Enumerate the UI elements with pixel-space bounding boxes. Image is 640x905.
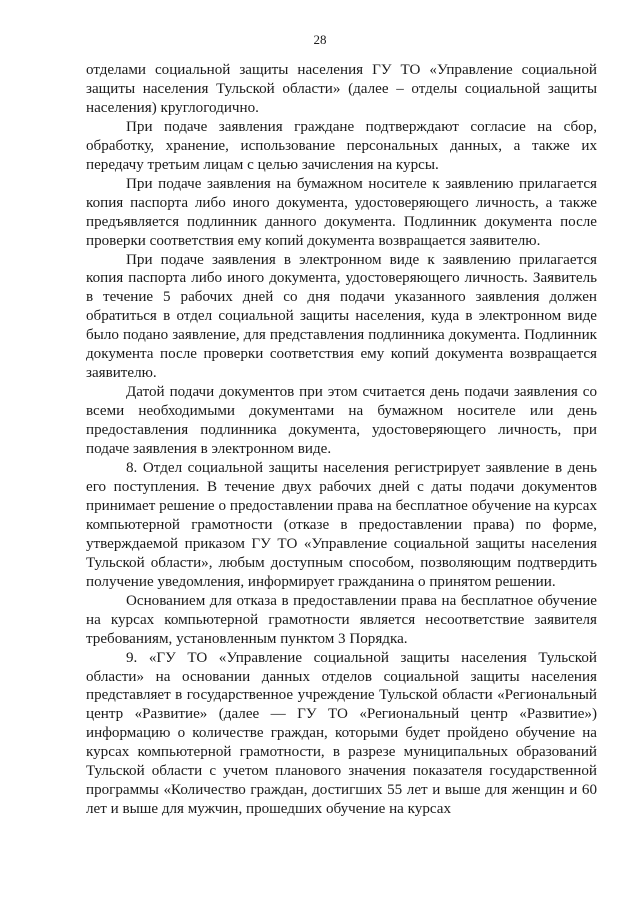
document-body: [86, 61, 597, 819]
page-number: 28: [313, 32, 327, 47]
paragraph-electronic-application: При подаче заявления в электронном виде к заявлению прилагается копия паспорта либо иного документа, удостоверяющего личность. Заявитель в течение 5 рабочих дней со дня подачи указанного заявления должен обратиться в отдел социальной защиты населения, куда в электронном виде было подано заявление, для представления подлинника документа. Подлинник документа после проверки соответствия ему копий документа возвращается заявителю.: [86, 251, 597, 382]
paragraph-item-8: 8. Отдел социальной защиты населения регистрирует заявление в день его поступления. В течение двух рабочих дней с даты подачи документов принимает решение о предоставлении права на бесплатное обучение на курсах компьютерной грамотности (отказе в предоставлении права) по форме, утверждаемой приказом ГУ ТО «Управление социальной защиты населения Тульской области», любым доступным способом, позволяющим подтвердить получение уведомления, информирует гражданина о принятом решении.: [86, 460, 597, 590]
paragraph-consent: При подаче заявления граждане подтверждают согласие на сбор, обработку, хранение, использование персональных данных, а также их передачу третьим лицам с целью зачисления на курсы.: [86, 118, 597, 173]
paragraph-refusal-grounds: Основанием для отказа в предоставлении права на бесплатное обучение на курсах компьютерной грамотности является несоответствие заявителя требованиям, установленным пунктом 3 Порядка.: [86, 592, 597, 647]
paragraph-submission-date: Датой подачи документов при этом считается день подачи заявления со всеми необходимыми документами на бумажном носителе или день предоставления подлинника документа, удостоверяющего личность, при подаче заявления в электронном виде.: [86, 384, 597, 458]
paragraph-paper-application: При подаче заявления на бумажном носителе к заявлению прилагается копия паспорта либо иного документа, удостоверяющего личность, а также предъявляется подлинник данного документа. Подлинник документа после проверки соответствия ему копий документа возвращается заявителю.: [86, 175, 597, 249]
paragraph-continuation: отделами социальной защиты населения ГУ ТО «Управление социальной защиты населения Тульской области» (далее – отделы социальной защиты населения) круглогодично.: [86, 62, 597, 116]
paragraph-item-9: 9. «ГУ ТО «Управление социальной защиты населения Тульской области» на основании данных отделов социальной защиты населения представляет в государственное учреждение Тульской области «Региональный центр «Развитие» (далее — ГУ ТО «Региональный центр «Развитие») информацию о количестве граждан, которыми будет пройдено обучение на курсах компьютерной грамотности, в разрезе муниципальных образований Тульской области с учетом планового значения показателя государственной программы «Количество граждан, достигших 55 лет и выше для женщин и 60 лет и выше для мужчин, прошедших обучение на курсах: [86, 649, 597, 818]
